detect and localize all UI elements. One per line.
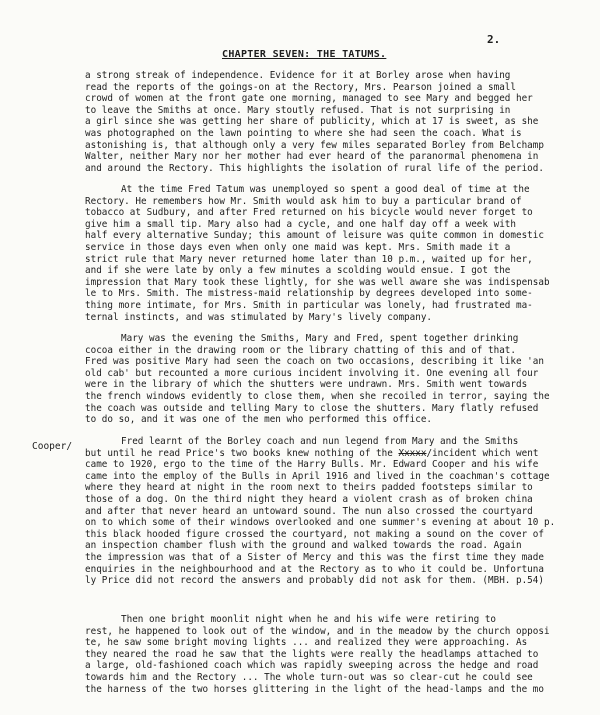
text-line: crowd of women at the front gate one morning, managed to see Mary and begged her (85, 93, 533, 105)
text-line: service in those days even when only one maid was kept. Mrs. Smith made it a (85, 241, 511, 253)
text-line: enquiries in the neighbourhood and at the Rectory as to who it could be. Unfortuna (85, 563, 544, 575)
paragraph-1 (85, 70, 600, 174)
text-line: ternal instincts, and was stimulated by Mary's lively company. (85, 311, 433, 323)
text-line: a strong streak of independence. Evidence for it at Borley arose when having (85, 70, 511, 81)
text-line: rest, he happened to look out of the window, and in the meadow by the church opposi (85, 625, 550, 637)
text-line: half every alternative Sunday; this amount of leisure was quite common in domestic (85, 230, 544, 242)
text-line: came into the employ of the Bulls in April 1916 and lived in the coachman's cottage (85, 470, 550, 482)
text-line: those of a dog. On the third night they heard a violent crash as of broken china (85, 493, 533, 505)
text-line-with-correction (85, 448, 600, 460)
paragraph-2 (85, 184, 600, 323)
text-line: At the time Fred Tatum was unemployed so spent a good deal of time at the (121, 184, 530, 195)
text-segment: but until he read Price's two books knew nothing of the (85, 447, 393, 459)
text-line: the french windows evidently to close them, when she recoiled in terror, saying the (85, 390, 550, 402)
margin-note: Cooper/ (32, 441, 73, 452)
text-line: Walter, neither Mary nor her mother had ever heard of the paranormal phenomena in (85, 151, 539, 163)
text-line: were in the library of which the shutters were undrawn. Mrs. Smith went towards (85, 379, 528, 391)
text-line: a girl since she was getting her share of publicity, which at 17 is sweet, as she (85, 116, 539, 128)
text-line: was photographed on the lawn pointing to where she had seen the coach. What is (85, 127, 522, 139)
text-line: ly Price did not record the answers and probably did not ask for them. (MBH. p.54) (85, 575, 544, 587)
text-line: astonishing is, that although only a very few miles separated Borley from Belchamp (85, 139, 544, 151)
text-line: give him a small tip. Mary also had a cycle, and one half day off a week with (85, 218, 516, 230)
text-line: Fred learnt of the Borley coach and nun legend from Mary and the Smiths (121, 436, 519, 447)
chapter-heading: CHAPTER SEVEN: THE TATUMS. (222, 49, 387, 60)
text-line: on to which some of their windows overlooked and one summer's evening at about 10 p. (85, 517, 556, 529)
text-line: an inspection chamber flush with the ground and walked towards the road. Again (85, 540, 522, 552)
text-line: this black hooded figure crossed the courtyard, not making a sound on the cover of (85, 528, 544, 540)
text-segment: /incident which went (426, 447, 539, 459)
text-line: tobacco at Sudbury, and after Fred returned on his bicycle would never forget to (85, 207, 533, 219)
text-line: came to 1920, ergo to the time of the Harry Bulls. Mr. Edward Cooper and his wife (85, 459, 539, 471)
text-line: the harness of the two horses glittering in the light of the head-lamps and the mo (85, 683, 544, 695)
text-line: Then one bright moonlit night when he and his wife were retiring to (121, 614, 497, 625)
text-line: cocoa either in the drawing room or the library chatting of this and of that. (85, 344, 516, 356)
struck-out-word: Xxxxx (398, 447, 427, 459)
text-line: the coach was outside and telling Mary to close the shutters. Mary flatly refused (85, 402, 539, 414)
text-line: impression that Mary took these lightly, for she was well aware she was indispensab (85, 276, 550, 288)
text-line: Mary was the evening the Smiths, Mary and Fred, spent together drinking (121, 333, 519, 344)
paragraph-4 (85, 436, 600, 587)
text-line: and if she were late by only a few minutes a scolding would ensue. I got the (85, 265, 511, 277)
text-line: they neared the road he saw that the lights were really the headlamps attached to (85, 648, 539, 660)
text-line: old cab' but recounted a more curious incident involving it. One evening all four (85, 367, 539, 379)
text-line: towards him and the Rectory ... The whole turn-out was so clear-cut he could see (85, 671, 533, 683)
text-line: where they heard at night in the room next to theirs padded footsteps similar to (85, 482, 533, 494)
paragraph-5 (85, 614, 600, 695)
text-line: Rectory. He remembers how Mr. Smith would ask him to buy a particular brand of (85, 195, 522, 207)
text-line: to do so, and it was one of the men who performed this office. (85, 414, 433, 426)
text-line: and after that never heard an untoward sound. The nun also crossed the courtyard (85, 505, 533, 517)
text-line: and around the Rectory. This highlights the isolation of rural life of the period. (85, 162, 544, 174)
text-line: read the reports of the goings-on at the Rectory, Mrs. Pearson joined a small (85, 81, 516, 93)
text-line: Fred was positive Mary had seen the coach on two occasions, describing it like 'an (85, 356, 544, 368)
text-line: thing more intimate, for Mrs. Smith in particular was lonely, had frustrated ma- (85, 299, 533, 311)
page-number: 2. (487, 33, 501, 46)
text-line: to leave the Smiths at once. Mary stoutly refused. That is not surprising in (85, 104, 511, 116)
text-line: strict rule that Mary never returned home later than 10 p.m., waited up for her, (85, 253, 533, 265)
text-line: a large, old-fashioned coach which was rapidly sweeping across the hedge and road (85, 660, 539, 672)
text-line: te, he saw some bright moving lights ... and realized they were approaching. As (85, 637, 528, 649)
text-line: the impression was that of a Sister of Mercy and this was the first time they made (85, 551, 544, 563)
paragraph-3 (85, 333, 600, 426)
text-line: le to Mrs. Smith. The mistress-maid relationship by degrees developed into some- (85, 288, 533, 300)
